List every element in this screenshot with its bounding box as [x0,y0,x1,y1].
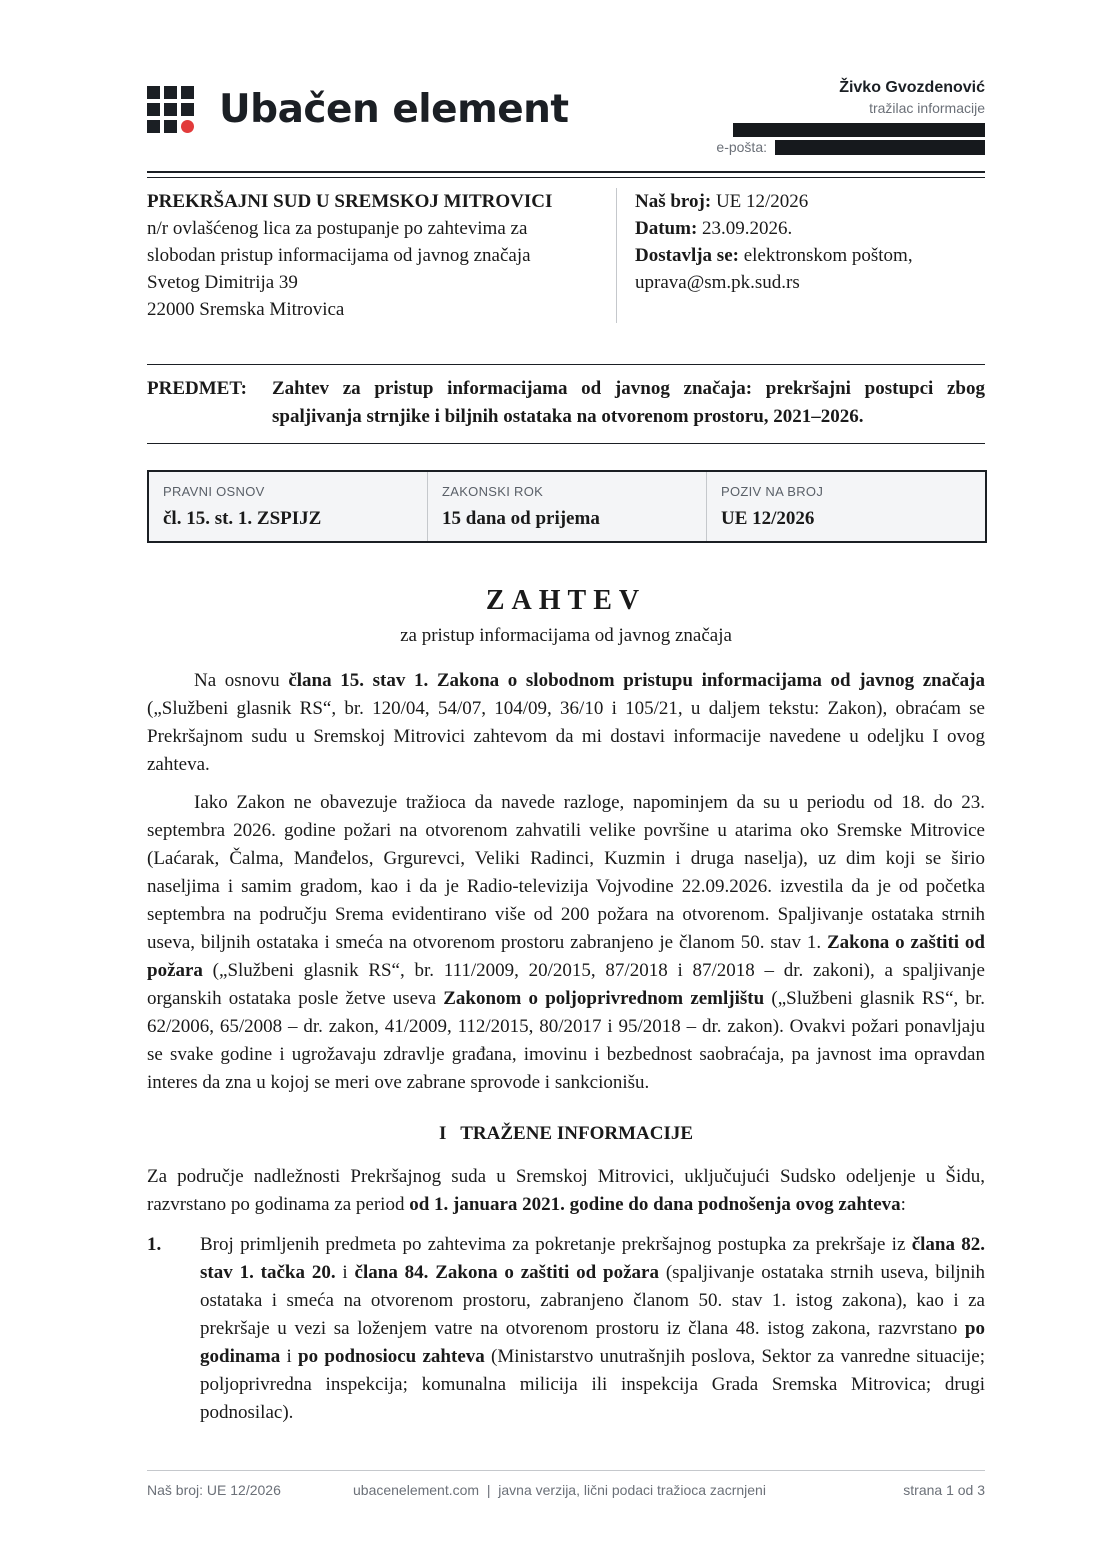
addressee-street: Svetog Dimitrija 39 [147,272,298,293]
requester-name: Živko Gvozdenović [839,79,985,96]
footer-reference: Naš broj: UE 12/2026 [147,1482,281,1498]
text-run: : [900,1194,906,1215]
letterhead [147,78,985,168]
document-subtitle: za pristup informacijama od javnog značaja [400,625,732,646]
info-key: PRAVNI OSNOV [163,484,265,499]
addressee-block [147,188,607,323]
email-label: e-pošta: [716,139,767,155]
info-value: UE 12/2026 [721,508,815,529]
info-key: POZIV NA BROJ [721,484,824,499]
footer-site: ubacenelement.com | javna verzija, lični podaci tražioca zacrnjeni [353,1482,766,1498]
date-value: 23.09.2026. [702,218,793,239]
ref-label: Naš broj: [635,191,712,212]
text-run: Broj primljenih predmeta po zahtevima za pokretanje prekršajnog postupka za prekršaje iz [200,1234,912,1255]
addressee-line: n/r ovlašćenog lica za postupanje po zahtevima za [147,218,528,239]
logo-text: Ubačen element [219,87,569,132]
header-rule [147,171,985,173]
delivery-email: uprava@sm.pk.sud.rs [635,272,800,293]
logo-grid-icon [147,86,195,134]
subject-text: Zahtev za pristup informacijama od javnog značaja: prekršajni postupci zbog spaljivanja strnjike i biljnih ostataka na otvorenom prostoru, 2021–2026. [272,378,985,427]
text-run-bold: po godinama [200,1318,985,1367]
court-name: PREKRŠAJNI SUD U SREMSKOJ MITROVICI [147,191,553,212]
text-run: („Službeni glasnik RS“, br. 120/04, 54/07, 104/09, 36/10 i 105/21, u daljem tekstu: Zakon), obraćam se Prekršajnom sudu u Sremskoj Mitrovici zahtevom da mi dostavi informacije navedene u odeljku I ovog zahteva. [147,698,985,775]
text-run: i [335,1262,355,1283]
requester-role: tražilac informacije [869,100,985,116]
text-run-bold: člana 15. stav 1. Zakona o slobodnom pristupu informacijama od javnog značaja [288,670,985,691]
delivery-value: elektronskom poštom, [743,245,913,266]
subject-rule-top [147,364,985,365]
subject [147,375,985,431]
addressee-line: slobodan pristup informacijama od javnog značaja [147,245,531,266]
ref-value: UE 12/2026 [715,191,809,212]
date-label: Datum: [635,218,698,239]
delivery-label: Dostavlja se: [635,245,739,266]
info-cell-reference [707,472,985,541]
info-key: ZAKONSKI ROK [442,484,544,499]
meta-block [635,188,985,296]
section-title: I TRAŽENE INFORMACIJE [438,1123,694,1144]
section-intro [147,1163,985,1219]
text-run: („Službeni glasnik RS“, br. 111/2009, 20/2015, 87/2018 i 87/2018 – dr. zakoni), a spaljivanje organskih ostataka posle žetve useva [147,960,985,1009]
requester-block [839,78,985,118]
email-row [716,139,985,155]
document-title: ZAHTEV [485,585,647,616]
info-cell-legal-basis [149,472,428,541]
subject-rule-bottom [147,443,985,444]
list-item-number: 1. [147,1234,162,1255]
text-run: (Ministarstvo unutrašnjih poslova, Sektor za vanredne situacije; poljoprivredna inspekcija; komunalna milicija ili inspekcija Grada Sremska Mitrovica; drugi podnosilac). [200,1346,985,1423]
info-box [147,470,987,543]
text-run: Na osnovu [194,670,289,691]
text-run: Iako Zakon ne obavezuje tražioca da navede razloge, napominjem da su u periodu od 18. do 23. septembra 2026. godine požari na otvorenom zahvatili velike površine u atarima oko Sremske Mitrovice (Laćarak, Čalma, Manđelos, Grgurevci, Veliki Radinci, Kuzmin i druga naselja), uz dim koji se širio naseljima i samim gradom, kao i da je Radio-televizija Vojvodine 22.09.2026. izvestila da je od početka septembra na području Srema evidentirano više od 200 požara na otvorenom. Spaljivanje ostataka strnih useva, biljnih ostataka i smeća na otvorenom prostoru zabranjeno je članom 50. stav 1. [147,792,985,953]
info-cell-deadline [428,472,707,541]
list-item-text [200,1231,985,1427]
text-run-bold: po podnosiocu zahteva [298,1346,485,1367]
text-run: Za područje nadležnosti Prekršajnog suda u Sremskoj Mitrovici, uključujući Sudsko odeljenje u Šidu, razvrstano po godinama za period [147,1166,985,1215]
text-run-bold: od 1. januara 2021. godine do dana podnošenja ovog zahteva [409,1194,901,1215]
text-run-bold: Zakonom o poljoprivrednom zemljištu [443,988,765,1009]
info-value: 15 dana od prijema [442,508,600,529]
header-rule-thin [147,177,985,178]
addressee-city: 22000 Sremska Mitrovica [147,299,345,320]
text-run: i [280,1346,299,1367]
info-value: čl. 15. st. 1. ZSPIJZ [163,508,322,529]
paragraph-2 [147,789,985,1097]
redacted-address [733,123,985,137]
text-run: (spaljivanje ostataka strnih useva, biljnih ostataka i smeća na otvorenom prostoru, zabranjeno članom 50. stav 1. istog zakona), kao i za prekršaje u vezi sa loženjem vatre na otvorenom prostoru iz člana 48. istog zakona, razvrstano [200,1262,985,1339]
paragraph-1 [147,667,985,779]
redacted-email [775,140,985,155]
list-item [147,1231,985,1427]
text-run-bold: Zakona o zaštiti od požara [147,932,985,981]
text-run-bold: člana 82. stav 1. tačka 20. [200,1234,986,1283]
text-run-bold: člana 84. Zakona o zaštiti od požara [354,1262,659,1283]
subject-label: PREDMET: [147,378,247,399]
footer-rule [147,1470,985,1471]
logo [147,86,569,134]
column-divider [616,188,617,323]
footer-page-number: strana 1 od 3 [903,1482,985,1498]
text-run: („Službeni glasnik RS“, br. 62/2006, 65/2008 – dr. zakon, 41/2009, 112/2015, 80/2017 i 95/2018 – dr. zakon). Ovakvi požari ponavljaju se svake godine i ugrožavaju zdravlje građana, imovinu i bezbednost saobraćaja, pa javnost ima opravdan interes da zna u kojoj se meri ove zabrane sprovode i sankcionišu. [147,988,985,1093]
